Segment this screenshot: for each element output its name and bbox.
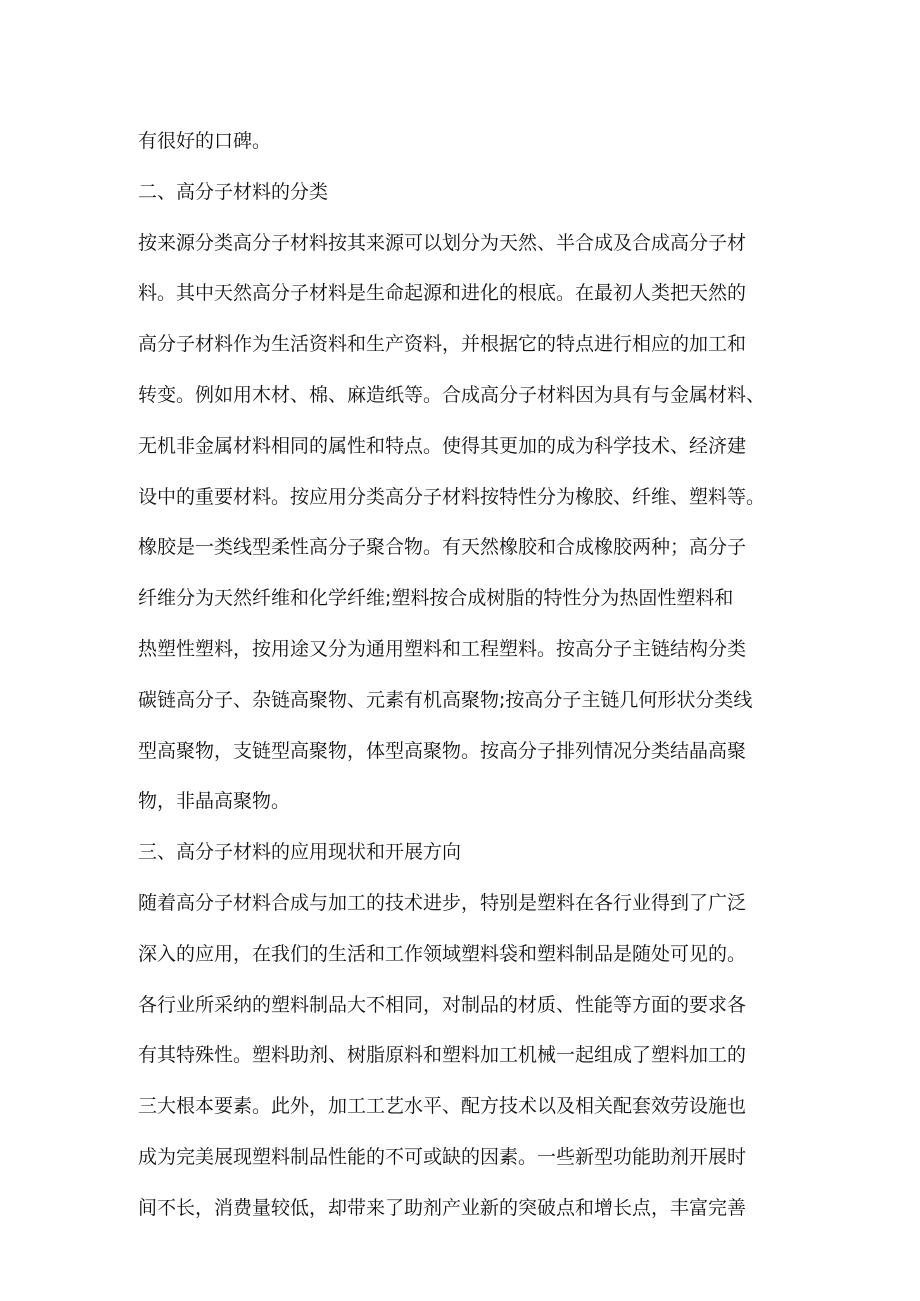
text-line: 深入的应用，在我们的生活和工作领域塑料袋和塑料制品是随处可见的。 bbox=[138, 942, 747, 965]
text-line: 有很好的口碑。 bbox=[138, 130, 272, 152]
section-heading: 三、高分子材料的应用现状和开展方向 bbox=[138, 841, 462, 864]
text-line: 热塑性塑料，按用途又分为通用塑料和工程塑料。按高分子主链结构分类 bbox=[138, 637, 747, 660]
text-line: 三大根本要素。此外，加工工艺水平、配方技术以及相关配套效劳设施也 bbox=[138, 1095, 747, 1118]
text-line: 按来源分类高分子材料按其来源可以划分为天然、半合成及合成高分子材 bbox=[138, 231, 747, 254]
text-line: 设中的重要材料。按应用分类高分子材料按特性分为橡胶、纤维、塑料等。 bbox=[138, 485, 766, 508]
text-line: 有其特殊性。塑料助剂、树脂原料和塑料加工机械一起组成了塑料加工的 bbox=[138, 1044, 747, 1067]
text-line: 型高聚物，支链型高聚物，体型高聚物。按高分子排列情况分类结晶高聚 bbox=[138, 739, 747, 762]
text-line: 无机非金属材料相同的属性和特点。使得其更加的成为科学技术、经济建 bbox=[138, 434, 747, 457]
text-line: 橡胶是一类线型柔性高分子聚合物。有天然橡胶和合成橡胶两种；高分子 bbox=[138, 536, 747, 559]
text-line: 料。其中天然高分子材料是生命起源和进化的根底。在最初人类把天然的 bbox=[138, 282, 747, 305]
text-line: 随着高分子材料合成与加工的技术进步，特别是塑料在各行业得到了广泛 bbox=[138, 891, 747, 914]
text-line: 各行业所采纳的塑料制品大不相同，对制品的材质、性能等方面的要求各 bbox=[138, 993, 747, 1016]
text-line: 成为完美展现塑料制品性能的不可或缺的因素。一些新型功能助剂开展时 bbox=[138, 1145, 747, 1168]
text-line: 物，非晶高聚物。 bbox=[138, 790, 291, 813]
text-line: 碳链高分子、杂链高聚物、元素有机高聚物;按高分子主链几何形状分类线 bbox=[138, 688, 753, 711]
section-heading: 二、高分子材料的分类 bbox=[138, 180, 329, 203]
text-line: 间不长，消费量较低，却带来了助剂产业新的突破点和增长点，丰富完善 bbox=[138, 1196, 747, 1219]
text-line: 转变。例如用木材、棉、麻造纸等。合成高分子材料因为具有与金属材料、 bbox=[138, 383, 766, 406]
text-line: 高分子材料作为生活资料和生产资料，并根据它的特点进行相应的加工和 bbox=[138, 333, 747, 356]
text-line: 纤维分为天然纤维和化学纤维;塑料按合成树脂的特性分为热固性塑料和 bbox=[138, 587, 734, 610]
document-body bbox=[138, 116, 798, 1234]
